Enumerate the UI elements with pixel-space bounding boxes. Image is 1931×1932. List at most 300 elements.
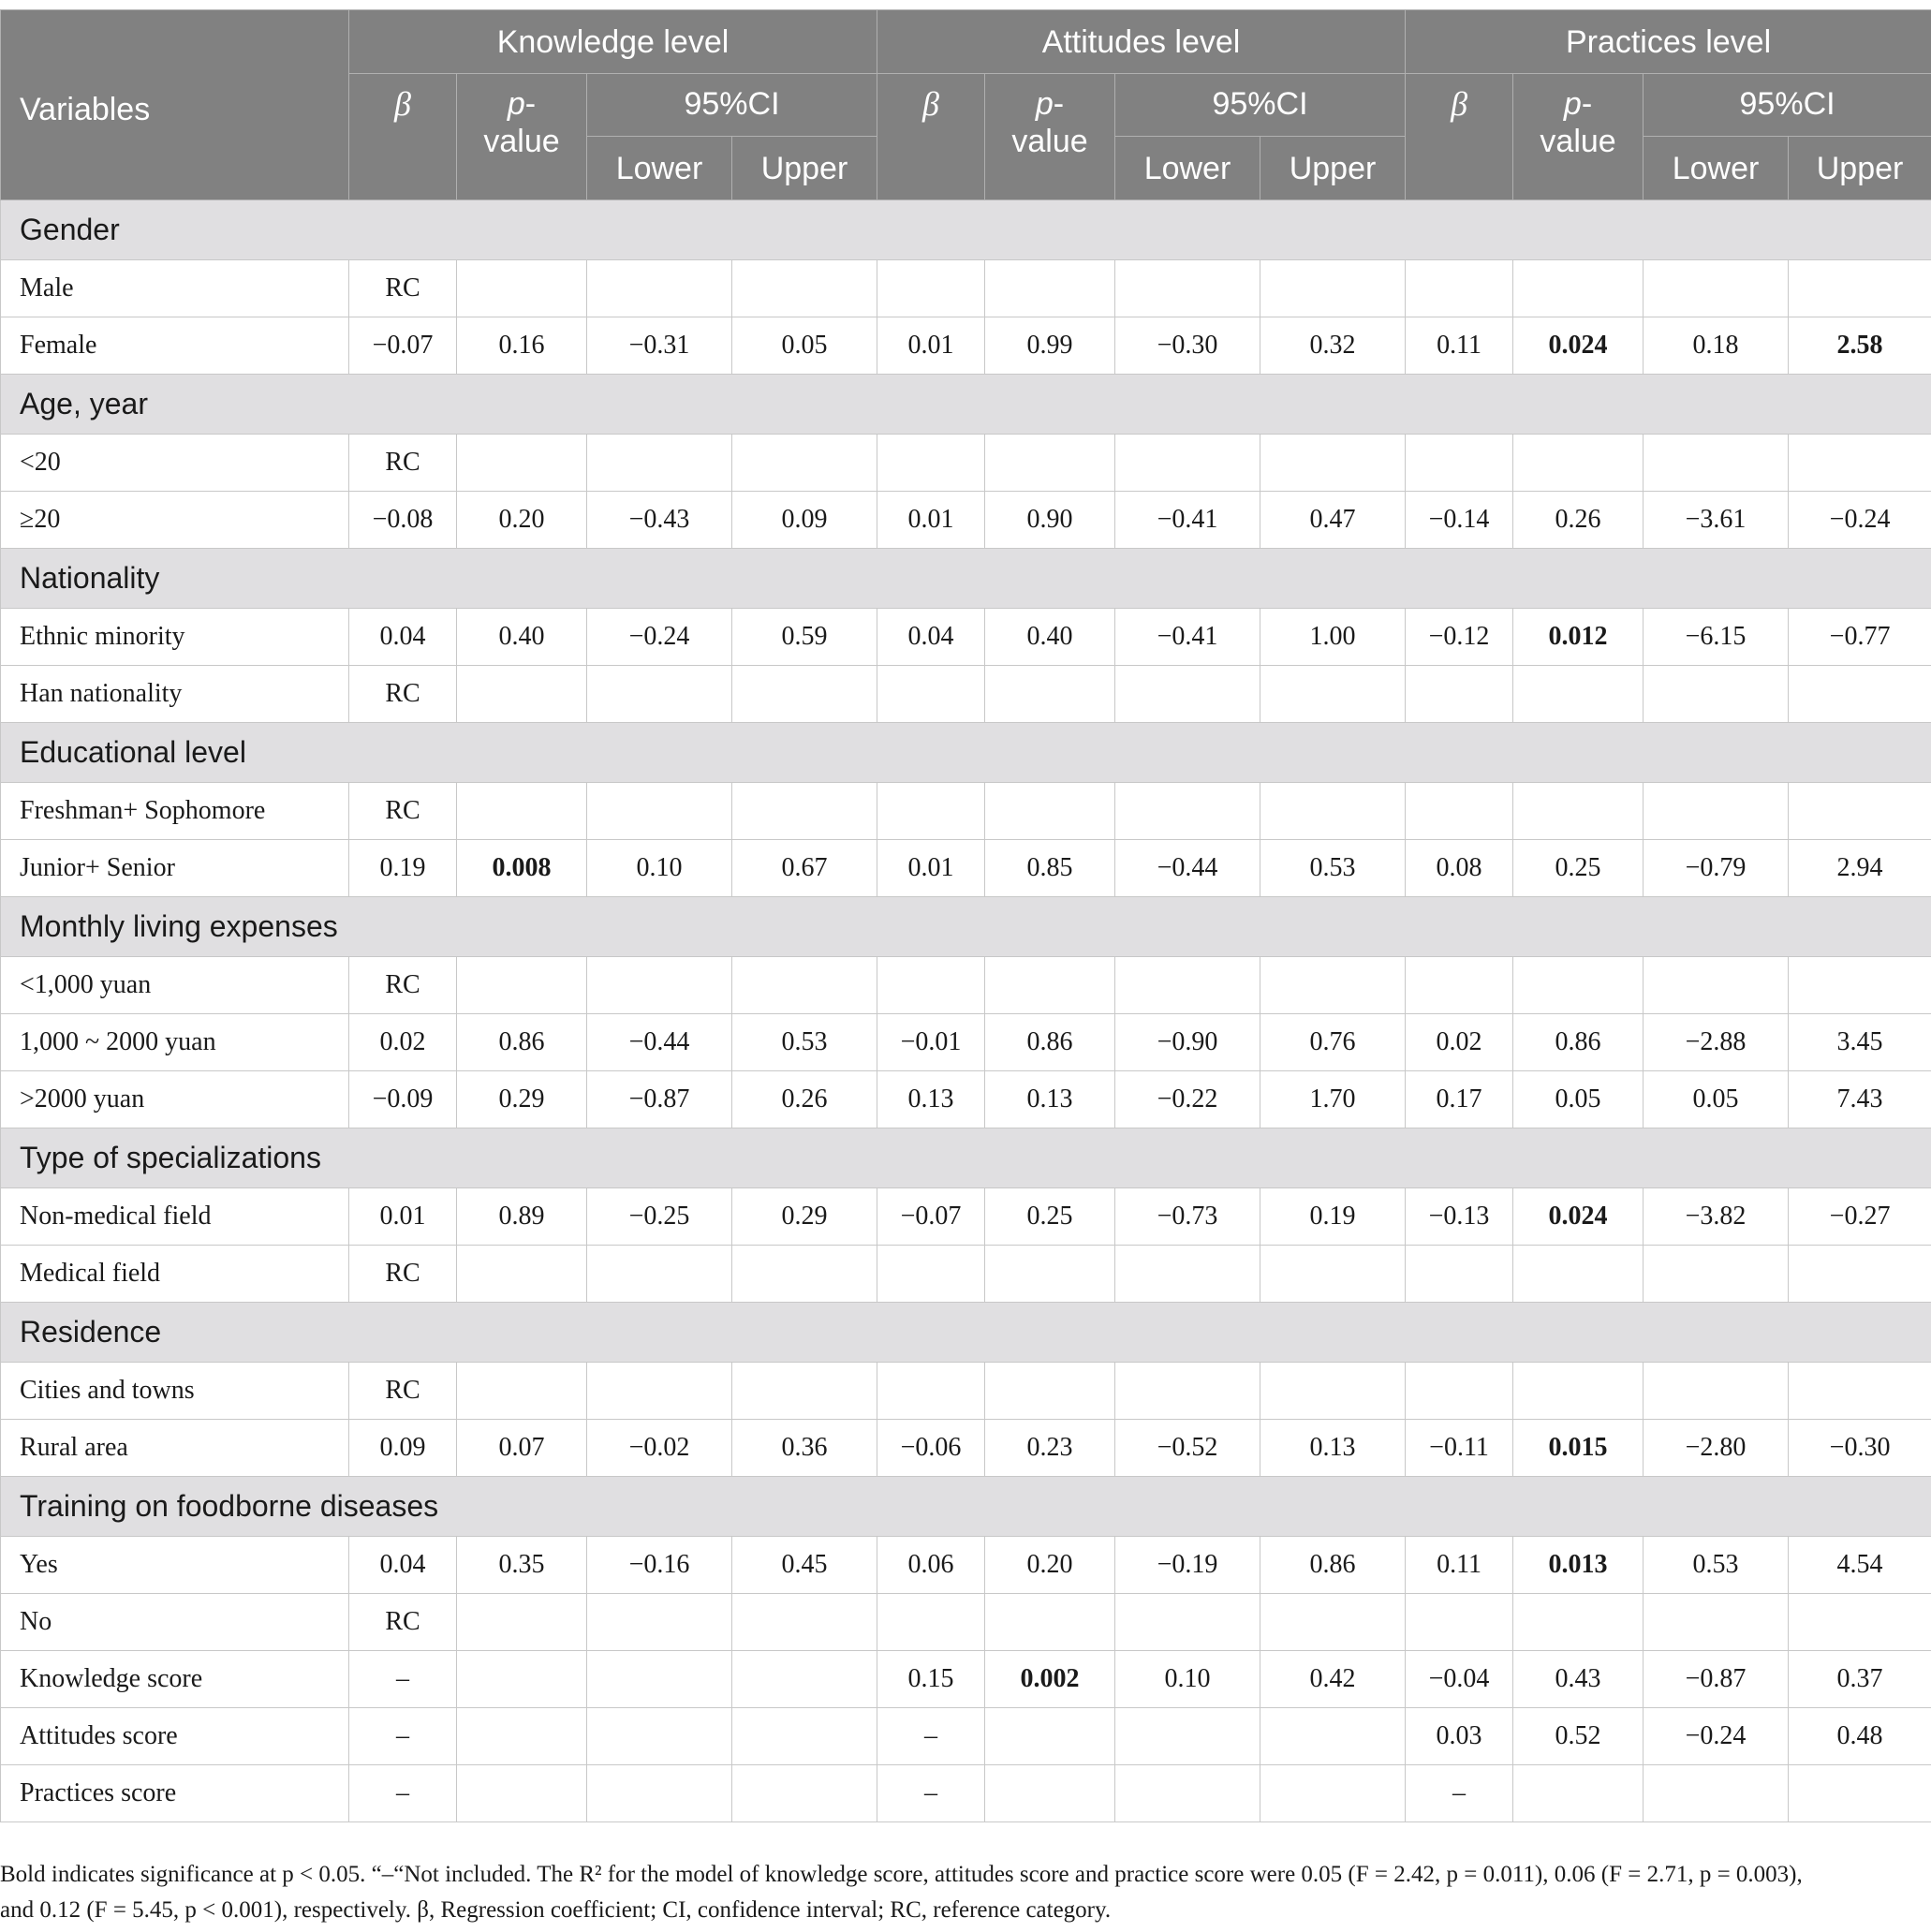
table-cell: 0.86 <box>457 1014 587 1071</box>
header-beta: β <box>877 74 985 200</box>
table-cell: 0.32 <box>1260 317 1406 375</box>
table-cell: 0.45 <box>732 1537 877 1594</box>
table-cell <box>1513 1246 1644 1303</box>
table-row <box>1 1594 1931 1651</box>
table-cell <box>732 783 877 840</box>
table-cell <box>1513 666 1644 723</box>
table-cell: – <box>1406 1765 1513 1822</box>
table-cell <box>457 1594 587 1651</box>
table-cell: 0.02 <box>349 1014 457 1071</box>
table-cell <box>732 1246 877 1303</box>
table-cell: 0.26 <box>1513 492 1644 549</box>
table-cell <box>1513 260 1644 317</box>
table-cell <box>1406 957 1513 1014</box>
table-cell <box>1513 783 1644 840</box>
table-cell: 0.09 <box>349 1420 457 1477</box>
table-cell: −0.07 <box>349 317 457 375</box>
table-cell: 0.04 <box>877 609 985 666</box>
table-row <box>1 1246 1931 1303</box>
table-cell: −0.07 <box>877 1188 985 1246</box>
table-cell <box>1789 435 1931 492</box>
table-cell: 0.99 <box>985 317 1115 375</box>
table-cell <box>1789 1594 1931 1651</box>
table-cell: 0.19 <box>1260 1188 1406 1246</box>
table-cell: 0.86 <box>1260 1537 1406 1594</box>
table-row <box>1 317 1931 375</box>
table-cell <box>1260 1594 1406 1651</box>
category-row <box>1 1477 1931 1537</box>
row-label: Cities and towns <box>1 1363 349 1420</box>
table-cell: −0.01 <box>877 1014 985 1071</box>
category-row <box>1 1128 1931 1188</box>
header-attitudes-level: Attitudes level <box>877 10 1406 74</box>
row-label: Junior+ Senior <box>1 840 349 897</box>
table-cell: −0.41 <box>1115 492 1260 549</box>
category-row <box>1 1303 1931 1363</box>
table-row <box>1 609 1931 666</box>
table-cell <box>587 666 732 723</box>
table-cell: 0.20 <box>985 1537 1115 1594</box>
table-cell: 0.76 <box>1260 1014 1406 1071</box>
category-title: Residence <box>1 1303 1931 1363</box>
table-cell: RC <box>349 260 457 317</box>
table-cell: 0.53 <box>1644 1537 1789 1594</box>
table-cell: 0.43 <box>1513 1651 1644 1708</box>
table-cell <box>732 1594 877 1651</box>
table-cell <box>1115 1708 1260 1765</box>
table-cell: 0.02 <box>1406 1014 1513 1071</box>
table-cell: 0.53 <box>1260 840 1406 897</box>
row-label: 1,000 ~ 2000 yuan <box>1 1014 349 1071</box>
table-cell: 7.43 <box>1789 1071 1931 1128</box>
table-cell: – <box>349 1651 457 1708</box>
row-label: Freshman+ Sophomore <box>1 783 349 840</box>
table-cell: 0.47 <box>1260 492 1406 549</box>
header-lower: Lower <box>1644 137 1789 200</box>
table-cell: −0.24 <box>1644 1708 1789 1765</box>
footnote-line-1: Bold indicates significance at p < 0.05. “–“Not included. The R² for the model of knowledge score, attitudes score and practice score were 0.05 (F = 2.42, p = 0.011), 0.06 (F = 2.71, p = 0.003), <box>0 1862 1803 1887</box>
table-cell <box>877 1594 985 1651</box>
table-cell <box>1115 1246 1260 1303</box>
table-cell <box>457 666 587 723</box>
table-cell: 2.94 <box>1789 840 1931 897</box>
header-p-value: p- value <box>1513 74 1644 200</box>
significant-value: 0.024 <box>1548 1202 1608 1231</box>
table-row <box>1 1765 1931 1822</box>
table-cell <box>877 1363 985 1420</box>
table-cell <box>1513 1765 1644 1822</box>
table-cell <box>587 1594 732 1651</box>
significant-value: 0.012 <box>1548 622 1608 651</box>
table-cell: −0.14 <box>1406 492 1513 549</box>
table-cell <box>985 1363 1115 1420</box>
category-title: Monthly living expenses <box>1 897 1931 957</box>
table-cell <box>1644 783 1789 840</box>
table-footnote <box>0 1857 1910 1928</box>
table-header <box>1 10 1931 200</box>
table-cell <box>985 435 1115 492</box>
table-cell: 0.86 <box>985 1014 1115 1071</box>
table-cell: 0.05 <box>732 317 877 375</box>
table-cell <box>1260 260 1406 317</box>
table-cell: 0.89 <box>457 1188 587 1246</box>
table-cell <box>732 260 877 317</box>
table-cell <box>1644 1765 1789 1822</box>
table-cell <box>457 957 587 1014</box>
row-label: Rural area <box>1 1420 349 1477</box>
table-cell: 3.45 <box>1789 1014 1931 1071</box>
table-cell: 0.40 <box>985 609 1115 666</box>
table-cell: −0.16 <box>587 1537 732 1594</box>
table-cell: −0.11 <box>1406 1420 1513 1477</box>
table-cell <box>1789 1765 1931 1822</box>
table-cell: −6.15 <box>1644 609 1789 666</box>
table-row <box>1 1363 1931 1420</box>
table-cell <box>1115 783 1260 840</box>
table-cell: 0.90 <box>985 492 1115 549</box>
header-beta: β <box>349 74 457 200</box>
table-cell: 0.52 <box>1513 1708 1644 1765</box>
table-cell <box>587 1363 732 1420</box>
table-cell: −0.87 <box>1644 1651 1789 1708</box>
header-p-value: p- value <box>985 74 1115 200</box>
table-cell <box>1513 435 1644 492</box>
table-row <box>1 435 1931 492</box>
table-cell: 0.35 <box>457 1537 587 1594</box>
table-cell: −0.73 <box>1115 1188 1260 1246</box>
table-cell <box>1260 1363 1406 1420</box>
table-cell <box>1789 957 1931 1014</box>
table-cell <box>587 1651 732 1708</box>
table-cell <box>1260 1765 1406 1822</box>
table-cell <box>457 260 587 317</box>
table-cell: 0.01 <box>877 840 985 897</box>
table-cell <box>587 957 732 1014</box>
table-cell <box>1513 1420 1644 1477</box>
table-cell <box>587 1708 732 1765</box>
table-cell <box>985 1594 1115 1651</box>
table-cell <box>1406 1246 1513 1303</box>
table-cell <box>1513 1363 1644 1420</box>
table-cell: −0.79 <box>1644 840 1789 897</box>
table-body <box>1 200 1931 1822</box>
table-cell <box>1513 317 1644 375</box>
table-cell: −0.22 <box>1115 1071 1260 1128</box>
table-cell <box>732 1708 877 1765</box>
table-cell: 0.37 <box>1789 1651 1931 1708</box>
table-cell: RC <box>349 1246 457 1303</box>
table-cell <box>1789 783 1931 840</box>
table-cell: 0.07 <box>457 1420 587 1477</box>
table-cell <box>1115 435 1260 492</box>
header-p-value: p- value <box>457 74 587 200</box>
header-lower: Lower <box>1115 137 1260 200</box>
table-cell <box>587 1246 732 1303</box>
table-cell: 0.01 <box>877 317 985 375</box>
header-knowledge-level: Knowledge level <box>349 10 877 74</box>
table-cell: −0.30 <box>1115 317 1260 375</box>
regression-table-container <box>0 9 1931 1822</box>
table-row <box>1 1708 1931 1765</box>
table-cell <box>1406 666 1513 723</box>
table-cell <box>457 1651 587 1708</box>
table-row <box>1 1014 1931 1071</box>
table-cell: 0.86 <box>1513 1014 1644 1071</box>
table-cell: 0.29 <box>457 1071 587 1128</box>
category-row <box>1 549 1931 609</box>
table-cell: −0.27 <box>1789 1188 1931 1246</box>
table-cell: 0.13 <box>1260 1420 1406 1477</box>
table-cell: −0.02 <box>587 1420 732 1477</box>
table-cell <box>1406 1594 1513 1651</box>
table-cell <box>1406 435 1513 492</box>
table-cell: 0.06 <box>877 1537 985 1594</box>
table-cell: 0.18 <box>1644 317 1789 375</box>
table-cell: −0.44 <box>1115 840 1260 897</box>
table-cell <box>1406 783 1513 840</box>
table-cell <box>1789 317 1931 375</box>
table-cell <box>1644 666 1789 723</box>
table-cell: −0.77 <box>1789 609 1931 666</box>
table-cell: −0.43 <box>587 492 732 549</box>
table-cell <box>1260 957 1406 1014</box>
table-cell: 0.67 <box>732 840 877 897</box>
table-cell <box>877 666 985 723</box>
header-upper: Upper <box>1260 137 1406 200</box>
row-label: Ethnic minority <box>1 609 349 666</box>
table-cell <box>1260 1708 1406 1765</box>
table-cell <box>877 260 985 317</box>
table-cell: 0.23 <box>985 1420 1115 1477</box>
table-cell <box>1115 1363 1260 1420</box>
table-cell: 0.04 <box>349 1537 457 1594</box>
row-label: Medical field <box>1 1246 349 1303</box>
table-cell <box>1644 260 1789 317</box>
table-cell: −0.08 <box>349 492 457 549</box>
category-title: Age, year <box>1 375 1931 435</box>
table-cell: −0.09 <box>349 1071 457 1128</box>
table-cell: 0.29 <box>732 1188 877 1246</box>
row-label: Knowledge score <box>1 1651 349 1708</box>
row-label: >2000 yuan <box>1 1071 349 1128</box>
table-row <box>1 666 1931 723</box>
table-cell: – <box>877 1765 985 1822</box>
row-label: Female <box>1 317 349 375</box>
table-cell: 0.03 <box>1406 1708 1513 1765</box>
table-cell <box>1513 609 1644 666</box>
row-label: <1,000 yuan <box>1 957 349 1014</box>
footnote-line-2: and 0.12 (F = 5.45, p < 0.001), respectively. β, Regression coefficient; CI, confidence interval; RC, reference category. <box>0 1897 1112 1923</box>
category-row <box>1 723 1931 783</box>
table-cell: 0.05 <box>1644 1071 1789 1128</box>
table-cell: RC <box>349 1363 457 1420</box>
header-variables: Variables <box>1 10 349 200</box>
row-label: Practices score <box>1 1765 349 1822</box>
table-cell <box>1513 1188 1644 1246</box>
category-title: Educational level <box>1 723 1931 783</box>
table-cell <box>985 783 1115 840</box>
category-title: Type of specializations <box>1 1128 1931 1188</box>
table-cell <box>985 260 1115 317</box>
table-cell <box>877 435 985 492</box>
table-cell: 0.40 <box>457 609 587 666</box>
table-cell: RC <box>349 957 457 1014</box>
table-cell: 0.11 <box>1406 317 1513 375</box>
table-cell <box>457 1363 587 1420</box>
table-cell: 0.48 <box>1789 1708 1931 1765</box>
significant-value: 0.013 <box>1548 1550 1608 1579</box>
header-ci: 95%CI <box>587 74 877 137</box>
table-cell <box>877 783 985 840</box>
category-title: Nationality <box>1 549 1931 609</box>
table-cell: −2.88 <box>1644 1014 1789 1071</box>
table-cell: 0.05 <box>1513 1071 1644 1128</box>
table-cell <box>1644 1246 1789 1303</box>
table-cell <box>1115 1594 1260 1651</box>
table-cell <box>1513 1594 1644 1651</box>
table-cell <box>457 840 587 897</box>
table-cell: −0.90 <box>1115 1014 1260 1071</box>
table-row <box>1 260 1931 317</box>
row-label: <20 <box>1 435 349 492</box>
table-cell <box>985 1651 1115 1708</box>
table-cell <box>985 1708 1115 1765</box>
table-cell <box>457 1246 587 1303</box>
table-cell <box>732 435 877 492</box>
row-label: Yes <box>1 1537 349 1594</box>
table-cell <box>1115 1765 1260 1822</box>
table-cell: 0.17 <box>1406 1071 1513 1128</box>
regression-table <box>0 9 1931 1822</box>
table-cell: 0.85 <box>985 840 1115 897</box>
table-cell <box>985 1246 1115 1303</box>
table-cell: −0.12 <box>1406 609 1513 666</box>
table-cell <box>1406 1363 1513 1420</box>
header-upper: Upper <box>732 137 877 200</box>
table-cell <box>457 1708 587 1765</box>
table-row <box>1 1537 1931 1594</box>
table-row <box>1 957 1931 1014</box>
table-cell <box>457 435 587 492</box>
table-cell: 0.25 <box>985 1188 1115 1246</box>
table-cell: 0.11 <box>1406 1537 1513 1594</box>
table-cell: 0.36 <box>732 1420 877 1477</box>
row-label: Male <box>1 260 349 317</box>
significant-value: 0.024 <box>1548 331 1608 360</box>
row-label: ≥20 <box>1 492 349 549</box>
category-row <box>1 897 1931 957</box>
table-cell: 0.16 <box>457 317 587 375</box>
table-cell <box>587 783 732 840</box>
table-cell: 0.19 <box>349 840 457 897</box>
table-cell: 0.25 <box>1513 840 1644 897</box>
header-ci: 95%CI <box>1644 74 1931 137</box>
table-cell: 0.08 <box>1406 840 1513 897</box>
table-cell <box>1260 666 1406 723</box>
table-cell: – <box>349 1708 457 1765</box>
table-cell: 0.53 <box>732 1014 877 1071</box>
table-cell <box>587 260 732 317</box>
table-cell: 0.15 <box>877 1651 985 1708</box>
table-cell <box>587 435 732 492</box>
category-title: Gender <box>1 200 1931 260</box>
header-practices-level: Practices level <box>1406 10 1931 74</box>
table-cell: 0.59 <box>732 609 877 666</box>
table-cell: 4.54 <box>1789 1537 1931 1594</box>
table-cell: 0.10 <box>1115 1651 1260 1708</box>
table-cell: −0.04 <box>1406 1651 1513 1708</box>
table-cell <box>732 957 877 1014</box>
table-cell: 0.20 <box>457 492 587 549</box>
table-cell <box>985 957 1115 1014</box>
significant-value: 2.58 <box>1836 331 1883 360</box>
table-cell <box>985 1765 1115 1822</box>
table-cell: −0.24 <box>587 609 732 666</box>
table-cell: −0.44 <box>587 1014 732 1071</box>
table-cell <box>587 1765 732 1822</box>
table-row <box>1 1071 1931 1128</box>
table-cell: 0.42 <box>1260 1651 1406 1708</box>
table-cell <box>1115 957 1260 1014</box>
table-row <box>1 840 1931 897</box>
table-row <box>1 492 1931 549</box>
table-cell <box>1789 260 1931 317</box>
table-cell: 0.01 <box>349 1188 457 1246</box>
table-cell: RC <box>349 1594 457 1651</box>
table-cell <box>1406 260 1513 317</box>
table-cell <box>1789 666 1931 723</box>
category-row <box>1 200 1931 260</box>
table-row <box>1 783 1931 840</box>
table-cell <box>1789 1246 1931 1303</box>
table-cell: 0.10 <box>587 840 732 897</box>
row-label: Attitudes score <box>1 1708 349 1765</box>
table-cell <box>457 783 587 840</box>
table-cell <box>732 1765 877 1822</box>
table-cell <box>877 1246 985 1303</box>
table-cell: −0.19 <box>1115 1537 1260 1594</box>
table-cell <box>732 1363 877 1420</box>
table-cell <box>1513 1537 1644 1594</box>
table-cell: 0.09 <box>732 492 877 549</box>
table-cell: −0.25 <box>587 1188 732 1246</box>
table-cell: −0.24 <box>1789 492 1931 549</box>
table-cell: −3.61 <box>1644 492 1789 549</box>
table-cell: −0.06 <box>877 1420 985 1477</box>
table-cell: 0.13 <box>985 1071 1115 1128</box>
table-cell: −0.31 <box>587 317 732 375</box>
table-cell <box>1260 435 1406 492</box>
category-title: Training on foodborne diseases <box>1 1477 1931 1537</box>
table-cell: −0.87 <box>587 1071 732 1128</box>
table-cell <box>1513 957 1644 1014</box>
table-cell: −0.41 <box>1115 609 1260 666</box>
significant-value: 0.002 <box>1020 1664 1080 1693</box>
table-cell: RC <box>349 666 457 723</box>
table-cell <box>1260 1246 1406 1303</box>
table-cell: 1.00 <box>1260 609 1406 666</box>
table-cell <box>457 1765 587 1822</box>
table-cell <box>1644 1594 1789 1651</box>
significant-value: 0.015 <box>1548 1433 1608 1462</box>
table-row <box>1 1188 1931 1246</box>
table-cell <box>1260 783 1406 840</box>
table-cell: 0.26 <box>732 1071 877 1128</box>
table-cell <box>1115 260 1260 317</box>
table-cell <box>877 957 985 1014</box>
table-cell <box>985 666 1115 723</box>
header-ci: 95%CI <box>1115 74 1406 137</box>
